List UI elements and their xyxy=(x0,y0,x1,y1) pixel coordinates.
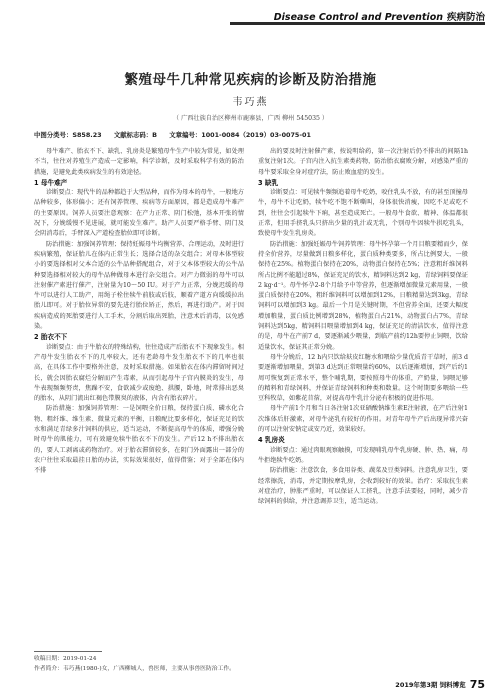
document-code: 文献标志码：B xyxy=(113,131,158,139)
body-paragraph: 防治措施：注意饮食，多食用谷类、蔬菜及豆类饲料。注意乳房卫生，要经常擦洗，消毒，并定期按摩乳房，会收到较好的效果。治疗：采取抗生素对症治疗，肿胀严重时，可以保证人工挤乳，注意手法要轻，同时，减少青绿饲料的供给，并注意调养卫生，适当运动。 xyxy=(258,467,468,506)
body-paragraph: 防治措施：加强饲养管理；保持妊娠母牛均衡营养、合理运动，及时进行疾病繁殖，保证胎儿在体内正常生长；选择合适的杂交组合；对母本体型较小的要选择相对父本合适的公牛品种搭配组合，对于父本体型较大的公牛品种要选择相对较大的母牛品种做母本进行杂交组合。对产力微弱的母牛可以注射催产素进行催产，注射量为10～50 IU。对于产力正常，分娩迟缓的母牛可以进行人工助产，用绳子栓住犊牛前肢或后肢，顺着产道方向缓缓拉出胎儿即可。对于胎位异常的要先进行胎位矫正，然后，再进行助产。对于因疾病造成的死胎要进行人工手术，分割后取出死胎，注意术后消毒，以免感染。 xyxy=(34,240,244,331)
section-heading: 3 缺乳 xyxy=(258,178,279,187)
body-paragraph: 防治措施：加强饲养管理：一是饲喂全价日粮，保持蛋白质、磷水化合物、粗纤维、维生素、微量元素的平衡，日粮配比要多样化，保证充足的饮水和满足青绿多汁饲料的供应，适当运动，不断提高母牛的体质，增强分娩时母牛的肌能力，可有效避免犊牛胎衣不下的发生。产后12 h不排出胎衣的，要人工剥离或药物治疗。对于胎衣滞留较多，在阴门外面露出一部分的农户往往采取最挂日胎的办法，实际效果很好，值得借鉴；对于全部在体内不排 xyxy=(34,405,244,475)
journal-section-label xyxy=(274,9,485,23)
body-paragraph: 诊断要点：由于牛胎衣的特殊结构，往往造成产后胎衣不下现象发生。相产母牛发生胎衣不下的几率较大，还有老龄母牛发生胎衣不下的几率也很高，在具体工作中要格外注意，及时采取措施。如果胎衣在体内滞留时间过长，就会因胎衣腐烂分解而产生毒素，从而引起母牛子宫内膜炎的发生，母牛表现频频努责，焦躁不安，食欲减少或废绝、拱腰，卧地，时常排出恶臭的胎水，从阴门流出红褐色带膜臭的液体，内含有胎衣碎片。 xyxy=(34,343,244,403)
author-bio: 作者简介：韦巧燕(1980-)女，广西柳城人，兽医师，主要从事兽医防治工作。 xyxy=(34,665,235,672)
journal-section-cn: 疾病防治 xyxy=(446,12,485,23)
page-number: 75 xyxy=(469,678,485,691)
body-paragraph: 诊断要点：通过肉眼观察触摸，可发现哺乳母牛乳房硬、肿、热、痛，母牛拒绝犊牛吃奶。 xyxy=(258,446,468,464)
body-paragraph: 出的要及时注射催产素，按说明给药，第一次注射后仍不排出的间隔1h重复注射1次。子宫内注入抗生素类药物，防治胎衣腐败分解，对感染严重的母牛要采取全身对症疗法，防止败血症的发生。 xyxy=(258,148,468,176)
body-column-left xyxy=(34,147,244,477)
article-title: 繁殖母牛几种常见疾病的诊断及防治措施 xyxy=(124,72,377,88)
clc-number: 中图分类号：S858.23 xyxy=(34,131,102,139)
body-paragraph: 诊断要点：现代牛的品种都趋于大型品种，而作为母本的母牛，一般地方品种较多，体形偏小；还有饲养管理、疾病等方面原因，都是造成母牛难产的主要原因。饲养人员要注意观察：在产力正常、阴门松弛，基本开张的情况下，分娩缓慢不见进展，就可能发生难产。助产人员要严格手臂、阴门及会阴消毒后，手臂深入产道检查胎位即可诊断。 xyxy=(34,189,244,238)
article-id: 文章编号：1001-0084（2019）03-0075-01 xyxy=(169,131,311,139)
page-footer xyxy=(395,678,485,691)
article-metadata xyxy=(34,130,321,139)
body-paragraph: 母牛分娩后，12 h内只饮给麸皮红糖水和喂给少量优质青干草时，前3 d要逐渐增加喂量，到第3 d达到正常喂量约60%，以后逐渐增加，到产后约1周可恢复到正常水平，整个哺乳期，要按照母牛的体重，产奶量，饲喂足够的精料和青绿饲料，并保证青绿饲料和种类和数量。这个时期要多喂给一些豆科牧草，如紫花苜蓿，对提高母牛乳汁分泌有积极的促进作用。 xyxy=(258,353,468,403)
body-paragraph: 诊断要点：可见犊牛频频追着母牛吃奶，咬住乳头不放，有的甚至顶撞母牛，母牛不让吃奶，犊牛吃不饱不断嘶叫，身体很快消瘦，因吃不足或吃不到，往往会引起犊牛下痢，甚至造成死亡。一般母牛食欲、精神、体温都很正常，但用手挤乳头只挤出少量的乳汁或无乳，个别母牛因犊牛拱吃乳头，致使母牛发生乳房炎。 xyxy=(258,189,468,238)
article-author: 韦巧燕 xyxy=(232,97,269,108)
footnote xyxy=(34,655,244,674)
body-column-right xyxy=(258,147,468,507)
author-affiliation: （ 广西壮族自治区柳州市鹿寨县，广西 柳州 545035 ） xyxy=(172,115,329,122)
received-date: 收稿日期：2019-01-24 xyxy=(34,656,97,662)
body-paragraph: 防治措施：加强妊娠母牛饲养管理：母牛怀孕第一个月目粮要精而少，保持全价营养，尽量做到日粮多样化，蛋白质种类要多，所占比例要大，一般保持在25%。植物蛋白保持在20%，动物蛋白保持在5%；注意粗纤维饲料所占比例不能超过8%，保证充足的饮水，精饲料达到2 kg，青绿饲料要保证2 kg·d⁻¹。母牛怀孕2-8个月给予中等营养，但逐渐增加微量元素用量，一般蛋白质保持在20%，粗纤维饲料可以增加到12%，日粮精量达到3kg，青绿饲料可以增加到3 kg。最后一个月是关键时期，不但营养全面，还要大幅度增加粮量，蛋白质比例增到28%，植物蛋白占21%，动物蛋白占7%，青绿饲料达到5kg，精饲料目喂量增加到4 kg，保证充足的清洁饮水，值得注意的是，母牛在产前7 d，要逐渐减少喂量，到临产前约12h要停止饲喂，饮给适量饮水，保证其正常分娩。 xyxy=(258,240,468,351)
footnote-divider xyxy=(34,651,102,652)
issue-info: 2019年第3期 饲料博览 xyxy=(395,681,466,689)
running-header xyxy=(0,0,501,38)
section-heading: 2 胎衣不下 xyxy=(34,333,68,342)
section-heading: 1 母牛难产 xyxy=(34,178,68,187)
body-paragraph: 母牛产前1个月和当日各注射1次亚硒酸钠维生素E注射液，在产后注射1次维体后肝激素，对母牛泌乳有较好的作用。对青年母牛产后出现异常兴奋的可以注射安钠定或安乃近，效果较好。 xyxy=(258,405,468,434)
journal-section-en: Disease Control and Prevention xyxy=(273,12,443,23)
body-paragraph: 母牛难产、胎衣不下、缺乳、乳房炎是繁殖母牛生产中较为常见，如处理不当，往往对养殖生产造成一定影响，科学诊断，及时采取科学有效的防治措施，是避免此类疾病发生的有效途径。 xyxy=(34,148,244,176)
section-heading: 4 乳房炎 xyxy=(258,436,285,445)
